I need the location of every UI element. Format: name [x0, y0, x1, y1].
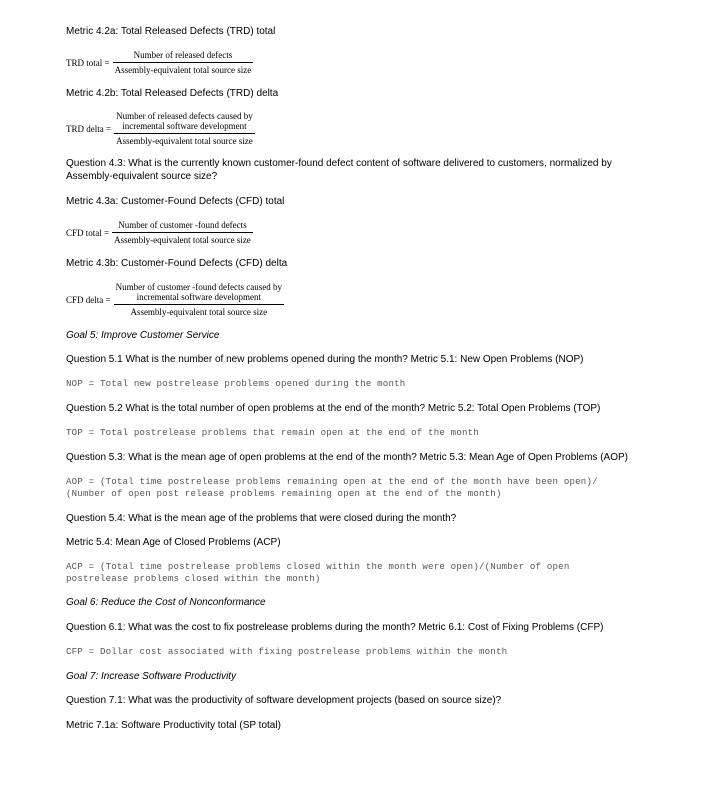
formula-lhs: CFD total =: [66, 227, 110, 238]
formula-denominator: Assembly-equivalent total source size: [114, 235, 251, 245]
formula-denominator: Assembly-equivalent total source size: [130, 307, 268, 317]
formula-lhs: CFD delta =: [66, 294, 111, 305]
formula-fraction: [114, 282, 284, 317]
numerator-line-2: incremental software development: [122, 121, 247, 131]
metric-5-4: Metric 5.4: Mean Age of Closed Problems (ACP): [66, 537, 281, 548]
formula-numerator: [114, 282, 284, 304]
numerator-line-2: incremental software development: [136, 292, 262, 302]
question-5-2: Question 5.2 What is the total number of open problems at the end of the month? Metric 5.2: Total Open Problems (TOP): [66, 403, 601, 414]
metric-4-3a-title: Metric 4.3a: Customer-Found Defects (CFD) total: [66, 196, 285, 207]
metric-4-2b-title: Metric 4.2b: Total Released Defects (TRD) delta: [66, 88, 279, 99]
goal-6-heading: Goal 6: Reduce the Cost of Nonconformance: [66, 597, 266, 608]
numerator-line-1: Number of released defects caused by: [116, 111, 253, 121]
formula-top: TOP = Total postrelease problems that remain open at the end of the month: [66, 427, 479, 438]
question-7-1: Question 7.1: What was the productivity of software development projects (based on source size)?: [66, 695, 502, 706]
goal-5-heading: Goal 5: Improve Customer Service: [66, 330, 220, 341]
formula-numerator: [114, 111, 255, 133]
formula-aop-line-1: AOP = (Total time postrelease problems remaining open at the end of the month have been open)/: [66, 476, 598, 487]
trd-total-formula: [66, 50, 253, 75]
formula-fraction: [112, 220, 253, 245]
formula-numerator: Number of released defects: [133, 50, 233, 60]
formula-lhs: TRD delta =: [66, 123, 112, 134]
metric-4-2a-title: Metric 4.2a: Total Released Defects (TRD) total: [66, 26, 276, 37]
goal-7-heading: Goal 7: Increase Software Productivity: [66, 671, 237, 682]
question-4-3: Question 4.3: What is the currently known customer-found defect content of software delivered to customers, normalized by Assembly-equivalent source size?: [66, 158, 612, 182]
question-6-1: Question 6.1: What was the cost to fix postrelease problems during the month? Metric 6.1: Cost of Fixing Problems (CFP): [66, 622, 604, 633]
formula-fraction: [113, 50, 254, 75]
numerator-line-1: Number of customer -found defects caused by: [115, 282, 283, 292]
formula-acp-line-2: postrelease problems closed within the month): [66, 573, 321, 584]
cfd-total-formula: [66, 220, 253, 245]
cfd-delta-formula: [66, 282, 284, 317]
formula-denominator: Assembly-equivalent total source size: [116, 136, 253, 146]
metric-7-1a: Metric 7.1a: Software Productivity total (SP total): [66, 720, 281, 731]
formula-fraction: [114, 111, 255, 146]
question-5-1: Question 5.1 What is the number of new problems opened during the month? Metric 5.1: New Open Problems (NOP): [66, 354, 584, 365]
formula-denominator: Assembly-equivalent total source size: [114, 65, 252, 75]
formula-aop-line-2: (Number of open post release problems remaining open at the end of the month): [66, 488, 502, 499]
question-5-3: Question 5.3: What is the mean age of open problems at the end of the month? Metric 5.3: Mean Age of Open Problems (AOP): [66, 452, 628, 463]
trd-delta-formula: [66, 111, 255, 146]
formula-numerator: Number of customer -found defects: [118, 220, 247, 230]
question-5-4: Question 5.4: What is the mean age of the problems that were closed during the month?: [66, 513, 457, 524]
formula-lhs: TRD total =: [66, 57, 110, 68]
formula-cfp: CFP = Dollar cost associated with fixing postrelease problems within the month: [66, 646, 508, 657]
formula-nop: NOP = Total new postrelease problems opened during the month: [66, 378, 406, 389]
formula-acp-line-1: ACP = (Total time postrelease problems closed within the month were open)/(Number of open: [66, 561, 570, 572]
metric-4-3b-title: Metric 4.3b: Customer-Found Defects (CFD) delta: [66, 258, 288, 269]
